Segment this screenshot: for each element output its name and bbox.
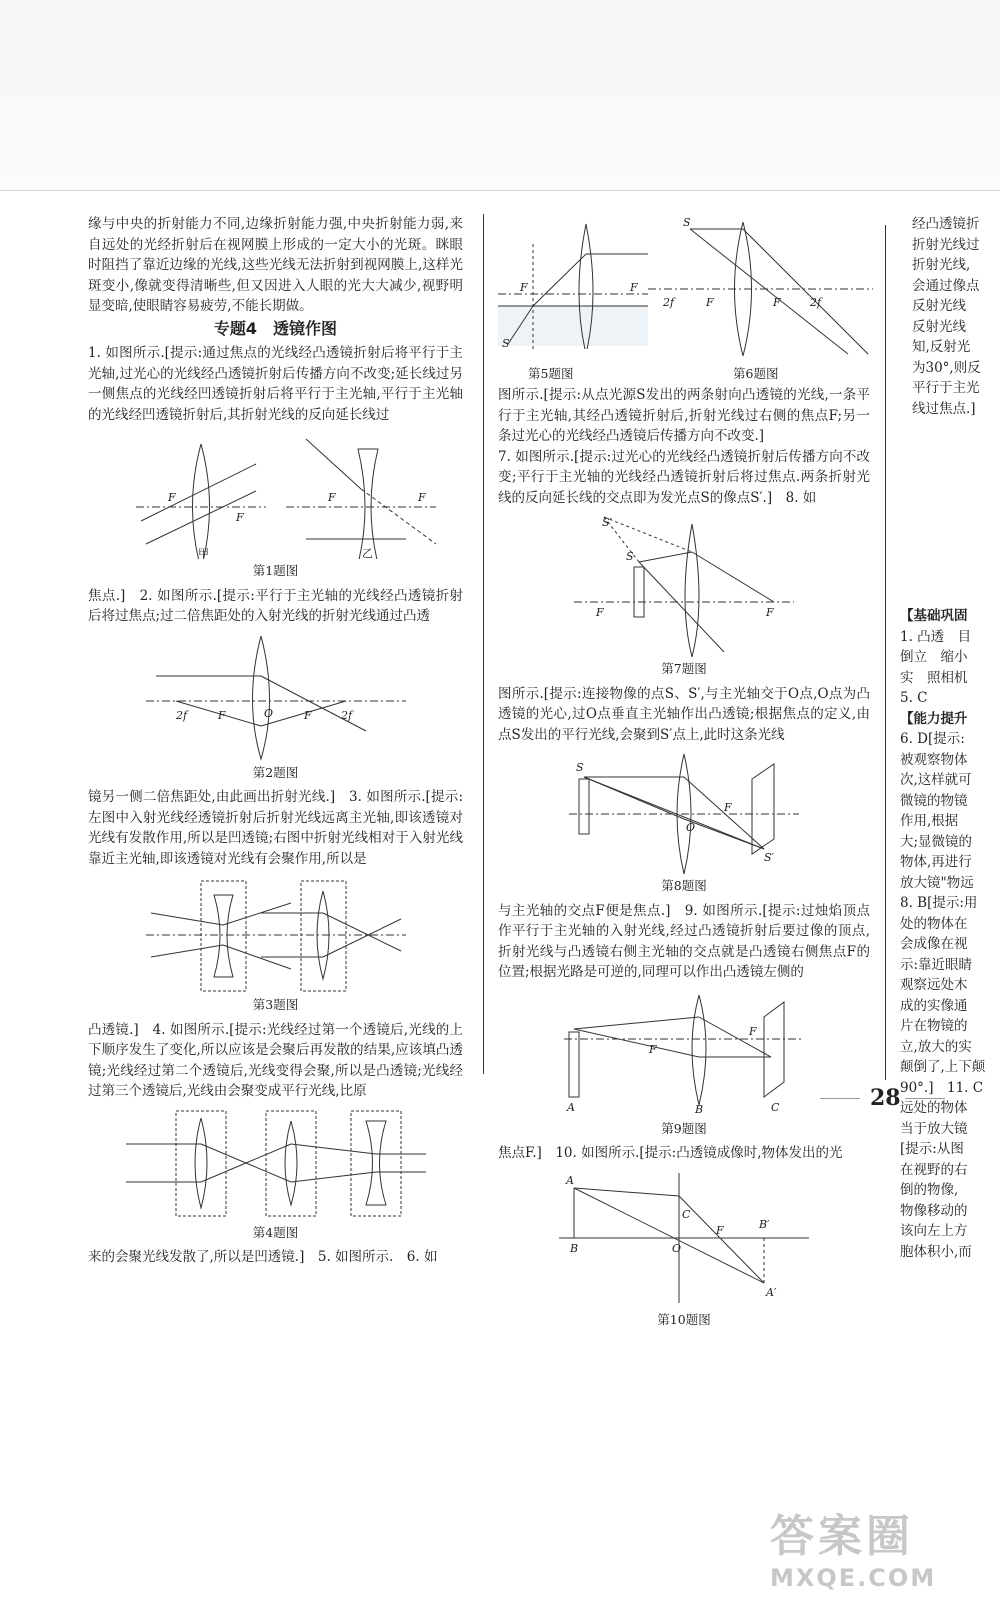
figure-9-caption: 第9题图	[661, 1120, 707, 1136]
fig7-label-f-right: F	[766, 606, 774, 619]
right-column-line: 会成像在视	[900, 936, 968, 952]
advanced-lines	[900, 729, 1000, 1262]
answer-2-paragraph: 焦点.] 2. 如图所示.[提示:平行于主光轴的光线经凸透镜折射后将过焦点;过二倍焦距处的入射光线的折射光线通过凸透	[88, 587, 463, 624]
column-divider-1	[483, 214, 484, 1074]
fig10-label-c: C	[682, 1207, 691, 1221]
right-column-line: 立,放大的实	[900, 1038, 972, 1055]
fig7-label-s: S	[626, 550, 634, 563]
column-right-lower	[900, 606, 1000, 1262]
right-column-line: 在视野的右	[900, 1161, 968, 1178]
fig2-label-2f-left: 2f	[175, 708, 187, 722]
section-basic: 【基础巩固	[900, 608, 968, 624]
figure-9	[559, 987, 809, 1117]
answer-9-paragraph: 与主光轴的交点F便是焦点.] 9. 如图所示.[提示:过烛焰顶点作平行于主光轴的入射光线,经过凸透镜折射后要过像的顶点,折射光线与凸透镜右侧主光轴的交点就是凸透镜右侧焦点F的位置;根据光路是可逆的,同理可以作出凸透镜左侧的	[498, 902, 870, 980]
figure-1-caption: 第1题图	[252, 563, 299, 578]
right-column-line: 折射光线,	[912, 257, 971, 273]
right-column-line: 示:靠近眼睛	[900, 956, 973, 973]
fig1-label-f-right: F	[235, 511, 244, 524]
section-advanced: 【能力提升	[900, 710, 968, 727]
figure-6-caption: 第6题图	[733, 366, 779, 381]
right-column-line: 次,这样就可	[900, 772, 972, 788]
fig2-label-f-right: F	[303, 708, 312, 722]
fig8-label-f: F	[724, 801, 732, 814]
fig5-label-f-left: F	[520, 281, 528, 294]
fig1-label-yi: 乙	[361, 547, 373, 559]
right-column-line: 处的物体在	[900, 915, 968, 932]
fig5-label-f-right: F	[630, 281, 638, 294]
right-column-line: 当于放大镜	[900, 1120, 968, 1137]
right-column-line: 1. 凸透 目	[900, 628, 972, 645]
fig1-label-f-left-2: F	[327, 491, 336, 504]
right-column-line: 观察远处木	[900, 977, 968, 993]
right-column-line: 大;显微镜的	[900, 833, 973, 850]
top-rule	[0, 190, 1000, 191]
fig7-label-s-prime: S′	[602, 516, 613, 529]
right-column-line: 实 照相机	[900, 669, 968, 686]
figure-3-caption: 第3题图	[252, 997, 299, 1012]
right-column-line: 放大镜"物远	[900, 874, 974, 891]
figures-5-6-row	[498, 214, 870, 381]
figure-2	[136, 631, 416, 761]
fig2-label-2f-right: 2f	[340, 708, 352, 722]
right-column-line: 倒立 缩小	[900, 649, 968, 665]
fig6-label-f-left: F	[706, 296, 714, 309]
right-column-line: 线过焦点.]	[912, 400, 976, 417]
fig10-label-a: A	[566, 1173, 574, 1187]
right-column-line: 6. D[提示:	[900, 731, 965, 747]
intro-paragraph: 缘与中央的折射能力不同,边缘折射能力强,中央折射能力弱,来自远处的光经折射后在视网膜上形成的一定大小的光斑。眯眼时阻挡了靠近边缘的光线,这些光线无法折射到视网膜上,这样光斑变小,像就变得清晰些,但又因进入人眼的光大大减少,视野明显变暗,使眼睛容易疲劳,不能长期做。	[88, 216, 463, 314]
right-column-line: 物像移动的	[900, 1202, 968, 1219]
fig10-label-f: F	[716, 1223, 724, 1237]
answer-3-paragraph: 镜另一侧二倍焦距处,由此画出折射光线.] 3. 如图所示.[提示:左图中入射光线经透镜折射后折射光线远离主光轴,即该透镜对光线有发散作用,所以是凹透镜;右图中折射光线相对于入射光线靠近主光轴,即该透镜对光线有会聚作用,所以是	[88, 789, 463, 867]
watermark-logo	[770, 1500, 990, 1600]
right-top-lines	[912, 214, 1000, 419]
figure-10	[554, 1168, 814, 1308]
right-column-line: 作用,根据	[900, 813, 959, 829]
right-column-line: 8. B[提示:用	[900, 895, 978, 911]
page-top-shade	[0, 0, 1000, 190]
fig2-label-o: O	[263, 706, 273, 720]
right-column-line: 胞体积小,而	[900, 1243, 972, 1260]
right-column-line: 远处的物体	[900, 1100, 968, 1116]
right-column-line: 反射光线	[912, 318, 966, 335]
fig6-label-2f-right: 2f	[810, 296, 822, 309]
fig1-label-f-left: F	[167, 491, 176, 504]
page-number-dash-left	[820, 1098, 860, 1099]
fig5-label-s: S	[502, 337, 510, 349]
fig6-label-f-right: F	[773, 296, 781, 309]
fig7-label-f-left: F	[596, 606, 604, 619]
answer-6-paragraph: 图所示.[提示:从点光源S发出的两条射向凸透镜的光线,一条平行于主光轴,其经凸透镜折射后,折射光线过右侧的焦点F;另一条过光心的光线经凸透镜后传播方向不改变.]	[498, 387, 870, 444]
column-middle	[498, 214, 870, 1334]
fig9-label-b: B	[695, 1102, 704, 1116]
right-column-line: 反射光线	[912, 298, 966, 314]
page-number: 28	[870, 1085, 901, 1111]
watermark-line-2: MXQE.COM	[770, 1564, 937, 1592]
right-column-line: 会通过像点	[912, 277, 980, 294]
answer-1-paragraph: 1. 如图所示.[提示:通过焦点的光线经凸透镜折射后将平行于主光轴,过光心的光线经凸透镜折射后传播方向不改变;延长线过另一侧焦点的光线经凹透镜折射后将平行于主光轴,平行于主光轴的光线经凹透镜折射后,其折射光线的反向延长线过	[88, 345, 463, 423]
fig8-label-s: S	[576, 761, 584, 774]
answer-7-paragraph: 7. 如图所示.[提示:过光心的光线经凸透镜折射后传播方向不改变;平行于主光轴的光线经凸透镜折射后将过焦点.两条折射光线的反向延长线的交点即为发光点S的像点S′.] 8. 如	[498, 448, 870, 506]
right-column-line: 90°.] 11. C	[900, 1079, 984, 1096]
answer-5-paragraph: 来的会聚光线发散了,所以是凹透镜.] 5. 如图所示. 6. 如	[88, 1249, 438, 1265]
figure-8-caption: 第8题图	[661, 878, 707, 893]
section-title: 专题4 透镜作图	[213, 318, 338, 338]
figure-2-caption: 第2题图	[252, 764, 299, 780]
figure-1	[106, 429, 446, 559]
fig9-label-f-left: F	[649, 1042, 657, 1056]
figure-5	[498, 214, 648, 349]
right-column-line: 经凸透镜折	[912, 216, 980, 232]
right-column-line: 知,反射光	[912, 339, 971, 355]
figure-5-caption: 第5题图	[528, 366, 574, 381]
page-number-dash-right	[905, 1098, 945, 1099]
column-right-partial	[912, 214, 1000, 419]
right-column-line: 物体,再进行	[900, 854, 972, 870]
figure-10-caption: 第10题图	[657, 1311, 711, 1327]
answer-10-paragraph: 焦点F.] 10. 如图所示.[提示:凸透镜成像时,物体发出的光	[498, 1145, 843, 1161]
right-column-line: 该向左上方	[900, 1223, 968, 1239]
right-column-line: [提示:从图	[900, 1141, 964, 1157]
right-column-line: 被观察物体	[900, 751, 968, 768]
watermark-line-1: 答案圈	[770, 1511, 914, 1562]
figure-8	[564, 749, 804, 874]
fig8-label-s-prime: S′	[764, 851, 775, 864]
fig1-label-jia: 甲	[197, 547, 209, 559]
fig10-label-a-prime: A′	[766, 1285, 777, 1299]
fig8-label-o: O	[686, 821, 696, 834]
fig6-label-2f-left: 2f	[663, 296, 675, 309]
figure-6	[648, 214, 873, 364]
figure-3	[141, 873, 411, 993]
fig9-label-f-right: F	[749, 1024, 757, 1038]
right-column-line: 成的实像通	[900, 997, 968, 1014]
right-column-line: 倒的物像,	[900, 1182, 959, 1198]
fig9-label-c: C	[771, 1100, 780, 1114]
right-column-line: 微镜的物镜	[900, 792, 968, 809]
fig9-label-a: A	[567, 1100, 575, 1114]
basic-lines	[900, 627, 1000, 709]
fig10-label-b-prime: B′	[759, 1217, 770, 1231]
column-left	[88, 214, 463, 1268]
right-column-line: 颠倒了,上下颠	[900, 1059, 986, 1075]
column-divider-2	[885, 225, 886, 1080]
figure-7-caption: 第7题图	[661, 661, 707, 676]
fig6-label-s: S	[683, 216, 691, 229]
fig10-label-b: B	[570, 1241, 579, 1255]
right-column-line: 折射光线过	[912, 236, 980, 253]
right-column-line: 片在物镜的	[900, 1018, 968, 1034]
fig10-label-o: O	[672, 1241, 682, 1255]
figure-4-caption: 第4题图	[252, 1224, 299, 1240]
answer-8-paragraph: 图所示.[提示:连接物像的点S、S′,与主光轴交于O点,O点为凸透镜的光心,过O点垂直主光轴作出凸透镜;根据焦点的定义,由点S发出的平行光线,会聚到S′点上,此时这条光线	[498, 685, 870, 743]
figure-4	[126, 1106, 426, 1221]
fig1-label-f-right-2: F	[417, 491, 426, 504]
figure-7	[564, 512, 804, 657]
right-column-line: 为30°,则反	[912, 359, 981, 376]
answer-4-paragraph: 凸透镜.] 4. 如图所示.[提示:光线经过第一个透镜后,光线的上下顺序发生了变化,所以应该是会聚后再发散的结果,应该填凸透镜;光线经过第二个透镜后,光线变得会聚,所以是凸透镜;光线经过第三个透镜后,光线由会聚变成平行光线,比原	[88, 1021, 463, 1099]
fig2-label-f-left: F	[217, 708, 226, 722]
right-column-line: 平行于主光	[912, 380, 980, 396]
right-column-line: 5. C	[900, 690, 928, 706]
